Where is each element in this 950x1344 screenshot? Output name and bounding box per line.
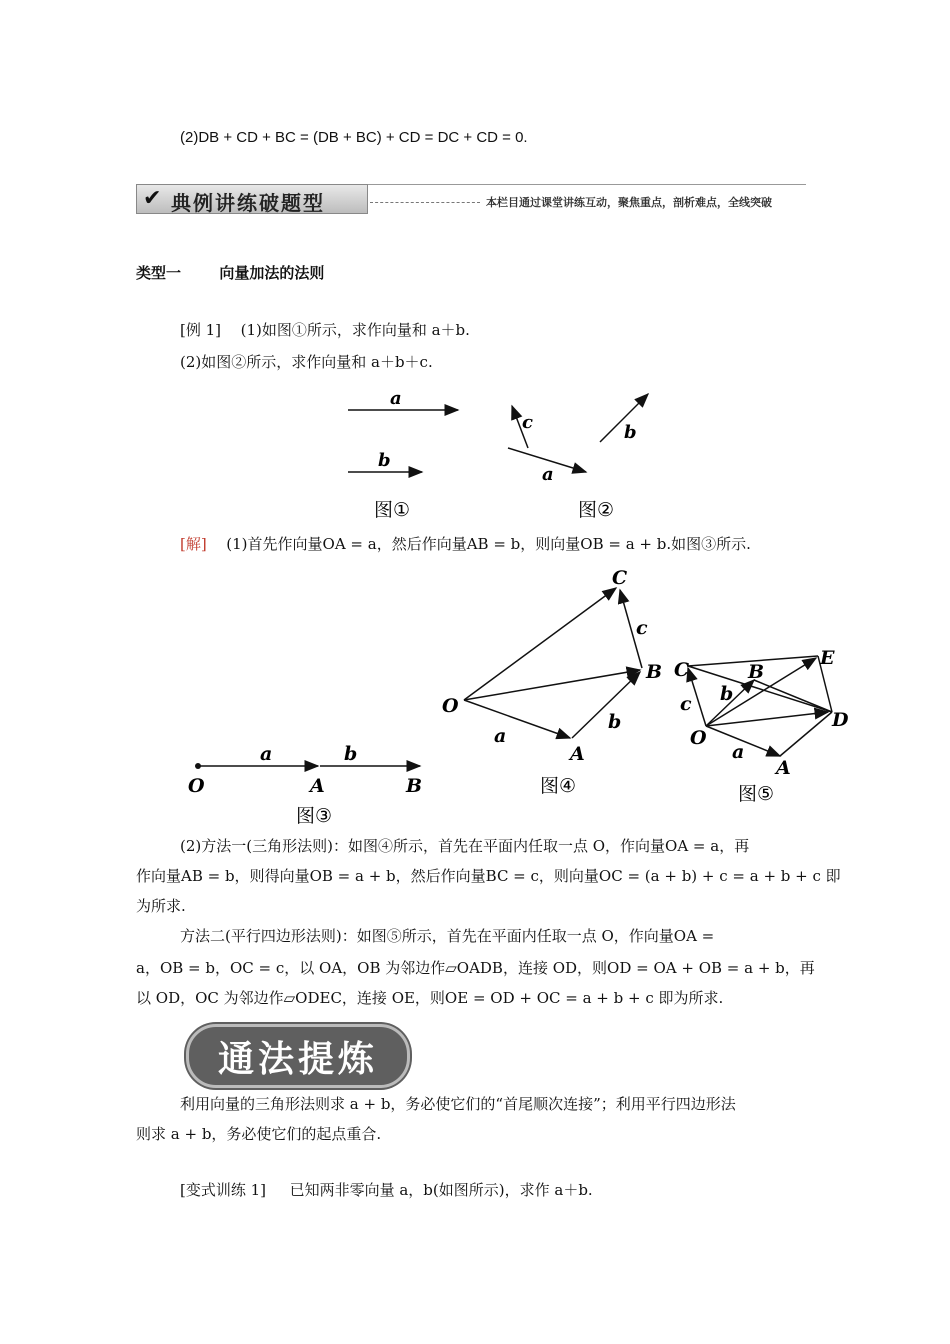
fig4-label-C: C (612, 567, 628, 589)
banner-note: 本栏目通过课堂讲练互动，聚焦重点，剖析难点，全线突破 (486, 196, 772, 209)
section-title: 向量加法的法则 (219, 265, 325, 282)
fig3-label-O: O (188, 775, 205, 797)
solution-line1-text: (1)首先作向量OA = a，然后作向量AB = b，则向量OB = a + b.如图③所示. (226, 535, 751, 553)
summary-line2: 则求 a + b，务必使它们的起点重合. (136, 1125, 382, 1143)
figures-1-2 (330, 384, 670, 524)
method2-line2: a，OB = b，OC = c，以 OA，OB 为邻边作▱OADB，连接 OD，则OD = OA + OB = a + b，再 (136, 959, 815, 977)
fig1-label-b: b (378, 450, 391, 471)
example-part1 (136, 316, 860, 344)
fig4-label-c: c (636, 617, 648, 639)
figure-1 (348, 388, 458, 521)
exercise-tag: [变式训练 1] (180, 1181, 267, 1199)
fig4-label-a: a (494, 725, 507, 747)
solution-line1 (136, 530, 860, 558)
fig4-label-A: A (570, 743, 585, 765)
fig2-label-c: c (522, 412, 533, 433)
fig2-label-b: b (624, 422, 637, 443)
fig4-label-O: O (442, 695, 459, 717)
method2-line1: 方法二(平行四边形法则)：如图⑤所示，首先在平面内任取一点 O，作向量OA = (180, 927, 715, 945)
example-part2: (2)如图②所示，求作向量和 a＋b＋c. (180, 353, 433, 371)
method2-line3: 以 OD，OC 为邻边作▱ODEC，连接 OE，则OE = OD + OC = a + b + c 即为所求. (136, 989, 724, 1007)
fig3-label-A: A (310, 775, 325, 797)
fig5-label-a: a (732, 741, 745, 763)
method1-line1: (2)方法一(三角形法则)：如图④所示，首先在平面内任取一点 O，作向量OA = a，再 (180, 837, 750, 855)
fig1-caption: 图① (374, 499, 411, 521)
example-tag: [例 1] (180, 321, 222, 339)
fig3-label-b: b (344, 743, 358, 765)
fig5-label-c: c (680, 693, 692, 715)
fig5-label-E: E (820, 647, 835, 669)
previous-answer-line: (2)DB + CD + BC = (DB + BC) + CD = DC + CD = 0. (180, 129, 528, 146)
fig5-label-B: B (748, 661, 765, 683)
fig5-label-O: O (690, 727, 707, 749)
fig1-label-a: a (390, 388, 402, 409)
banner-dashes (370, 202, 480, 203)
exercise-line (136, 1176, 860, 1204)
checkmark-icon: ✔ (143, 186, 162, 211)
fig2-label-a: a (542, 464, 554, 485)
figure-3 (188, 743, 422, 827)
exercise-text: 已知两非零向量 a，b(如图所示)，求作 a＋b. (289, 1181, 593, 1199)
fig5-label-b: b (720, 683, 734, 705)
section-label: 类型一 (136, 265, 182, 282)
figure-2 (508, 394, 648, 521)
figure-5 (674, 647, 849, 805)
section-banner (136, 184, 368, 214)
fig4-label-b: b (608, 711, 622, 733)
summary-badge (186, 1024, 410, 1088)
banner-title: 典例讲练破题型 (171, 191, 325, 215)
figures-3-4-5 (180, 560, 880, 830)
solution-tag: [解] (180, 535, 207, 553)
method1-line2: 作向量AB = b，则得向量OB = a + b，然后作向量BC = c，则向量OC = (a + b) + c = a + b + c 即 (136, 867, 841, 885)
fig3-caption: 图③ (296, 805, 333, 827)
fig2-caption: 图② (578, 499, 615, 521)
fig5-label-D: D (832, 709, 849, 731)
section-heading (136, 260, 816, 288)
fig3-label-a: a (260, 743, 273, 765)
fig5-label-C: C (674, 659, 690, 681)
summary-badge-text: 通法提炼 (217, 1039, 378, 1080)
fig5-label-A: A (776, 757, 791, 779)
summary-line1: 利用向量的三角形法则求 a + b，务必使它们的“首尾顺次连接”；利用平行四边形法 (180, 1095, 736, 1113)
fig4-label-B: B (646, 661, 663, 683)
fig4-caption: 图④ (540, 775, 577, 797)
figure-4 (442, 567, 662, 797)
example-part1-text: (1)如图①所示，求作向量和 a＋b. (240, 321, 470, 339)
fig3-label-B: B (406, 775, 423, 797)
method1-line3: 为所求. (136, 897, 186, 915)
fig5-caption: 图⑤ (738, 783, 775, 805)
